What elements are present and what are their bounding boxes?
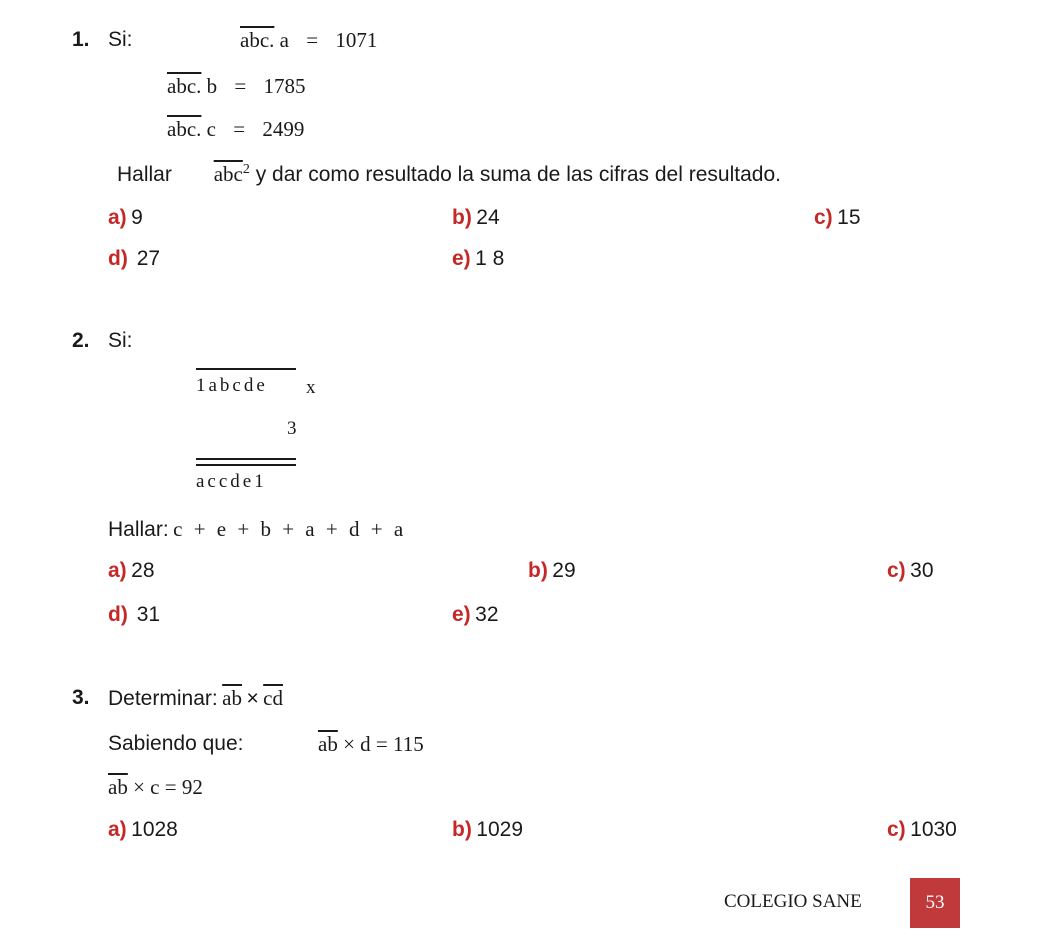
option-b[interactable]: b) 1029 [452, 818, 523, 841]
given-label: Sabiendo que: [108, 732, 244, 755]
option-d[interactable]: d) 31 [108, 603, 161, 626]
product: accde1 [196, 471, 267, 492]
multiplicand: 1abcde [196, 375, 268, 396]
equation-2: abc. b = 1785 [167, 74, 306, 98]
problem-number: 1. [72, 28, 90, 51]
multiplier: 3 [287, 418, 297, 439]
equation-1: abc. a = 1071 [240, 28, 378, 52]
option-d[interactable]: d) 27 [108, 247, 161, 270]
option-c[interactable]: c) 1030 [887, 818, 957, 841]
option-b[interactable]: b) 29 [528, 559, 576, 582]
option-c[interactable]: c) 30 [887, 559, 934, 582]
page-number: 53 [925, 892, 945, 913]
overline-rule [196, 464, 296, 466]
problem-intro: Si: [108, 329, 133, 352]
school-name: COLEGIO SANE [724, 891, 862, 912]
option-b[interactable]: b) 24 [452, 206, 500, 229]
problem-number: 3. [72, 686, 90, 709]
overline-rule [196, 368, 296, 370]
option-a[interactable]: a) 28 [108, 559, 155, 582]
given-equation-1: $\overline{ab} \times d = 115$ [318, 732, 424, 756]
option-e[interactable]: e) 1 8 [452, 247, 505, 270]
given-equation-2: $\overline{ab} \times c = 92$ [108, 775, 203, 799]
page-number-badge [910, 878, 960, 928]
times-sign: x [306, 377, 316, 398]
option-a[interactable]: a) 1028 [108, 818, 178, 841]
equation-3: abc. c = 2499 [167, 117, 305, 141]
option-a[interactable]: a) 9 [108, 206, 143, 229]
option-e[interactable]: e) 32 [452, 603, 499, 626]
problem-intro: Si: [108, 28, 133, 51]
problem-task: Hallar $\overline{abc}^2$ y dar como resultado la suma de las cifras del resultado. [117, 162, 781, 186]
option-c[interactable]: c) 15 [814, 206, 861, 229]
problem-task: Hallar: c + e + b + a + d + a [108, 517, 404, 541]
problem-intro: Determinar: $\overline{ab} \times \overline{cd}$ [108, 686, 283, 710]
problem-number: 2. [72, 329, 90, 352]
sum-rule [196, 458, 296, 460]
